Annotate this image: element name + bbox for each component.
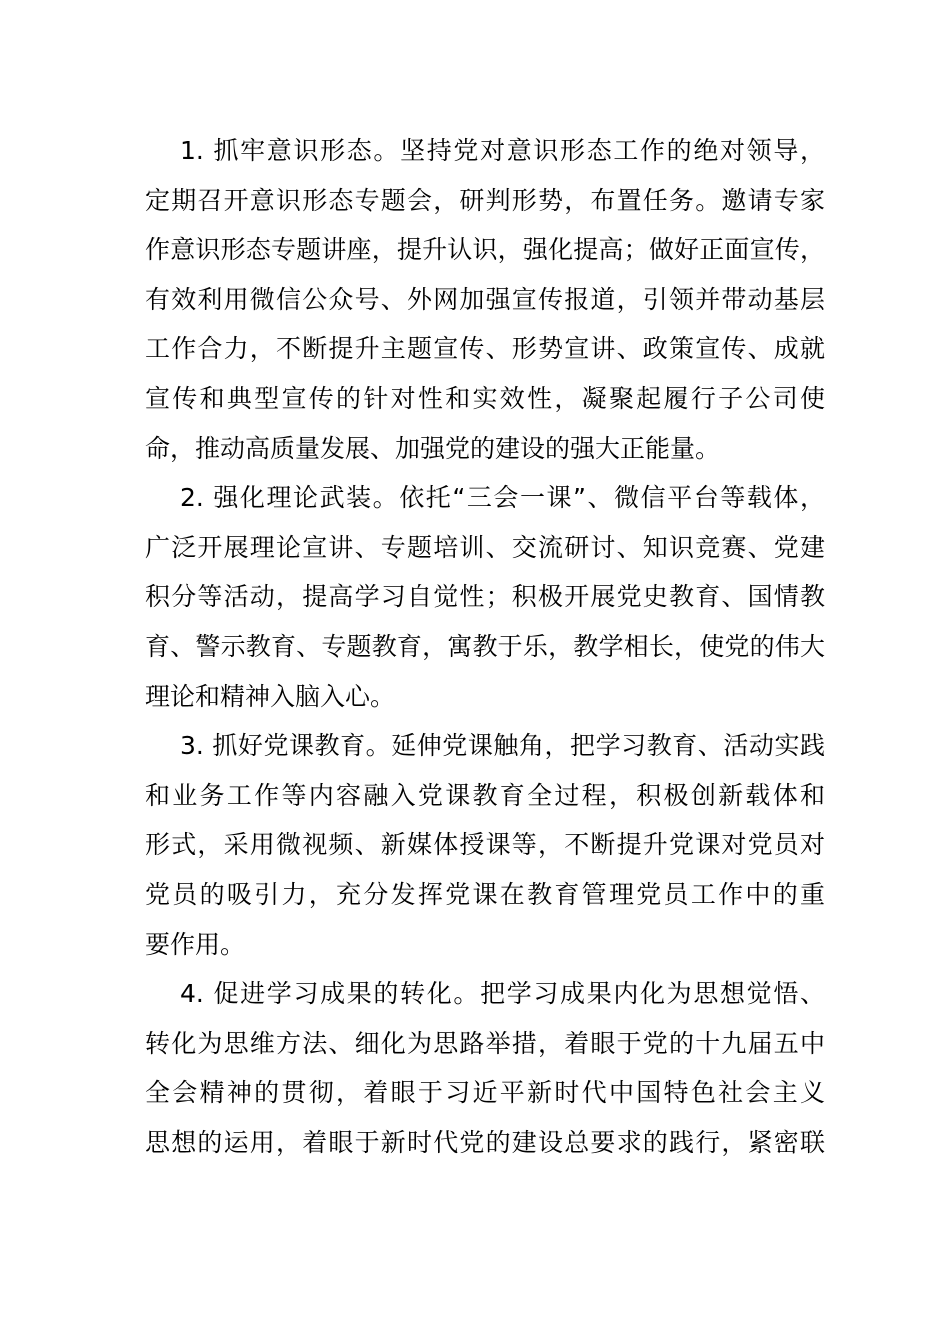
text-line: 和业务工作等内容融入党课教育全过程，积极创新载体和: [145, 780, 825, 810]
text-line: 1. 抓牢意识形态。坚持党对意识形态工作的绝对领导，: [180, 136, 825, 165]
document-page: [145, 126, 825, 1167]
paragraph-learning-results: [145, 969, 825, 1167]
text-line: 转化为思维方法、细化为思路举措，着眼于党的十九届五中: [145, 1028, 825, 1058]
text-line: 3. 抓好党课教育。延伸党课触角，把学习教育、活动实践: [180, 731, 825, 761]
text-line: 全会精神的贯彻，着眼于习近平新时代中国特色社会主义: [145, 1078, 825, 1108]
text-line: 命，推动高质量发展、加强党的建设的强大正能量。: [145, 433, 721, 463]
text-line: 定期召开意识形态专题会，研判形势，布置任务。邀请专家: [145, 185, 825, 215]
text-line: 要作用。: [145, 929, 246, 959]
text-line: 思想的运用，着眼于新时代党的建设总要求的践行，紧密联: [145, 1127, 825, 1157]
paragraph-ideology: [145, 126, 825, 473]
text-line: 4. 促进学习成果的转化。把学习成果内化为思想觉悟、: [180, 979, 825, 1009]
paragraph-theory: [145, 473, 825, 721]
text-line: 有效利用微信公众号、外网加强宣传报道，引领并带动基层: [145, 284, 825, 314]
paragraph-party-lessons: [145, 721, 825, 969]
text-line: 形式，采用微视频、新媒体授课等，不断提升党课对党员对: [145, 830, 825, 860]
text-line: 党员的吸引力，充分发挥党课在教育管理党员工作中的重: [145, 879, 825, 909]
text-line: 作意识形态专题讲座，提升认识，强化提高；做好正面宣传，: [145, 235, 825, 265]
text-line: 广泛开展理论宣讲、专题培训、交流研讨、知识竞赛、党建: [145, 532, 825, 562]
text-line: 宣传和典型宣传的针对性和实效性，凝聚起履行子公司使: [145, 383, 825, 413]
text-line: 2. 强化理论武装。依托“三会一课”、微信平台等载体，: [180, 483, 825, 513]
text-line: 理论和精神入脑入心。: [145, 681, 396, 711]
text-line: 积分等活动，提高学习自觉性；积极开展党史教育、国情教: [145, 582, 825, 612]
text-line: 育、警示教育、专题教育，寓教于乐，教学相长，使党的伟大: [145, 631, 825, 661]
text-line: 工作合力，不断提升主题宣传、形势宣讲、政策宣传、成就: [145, 334, 825, 364]
